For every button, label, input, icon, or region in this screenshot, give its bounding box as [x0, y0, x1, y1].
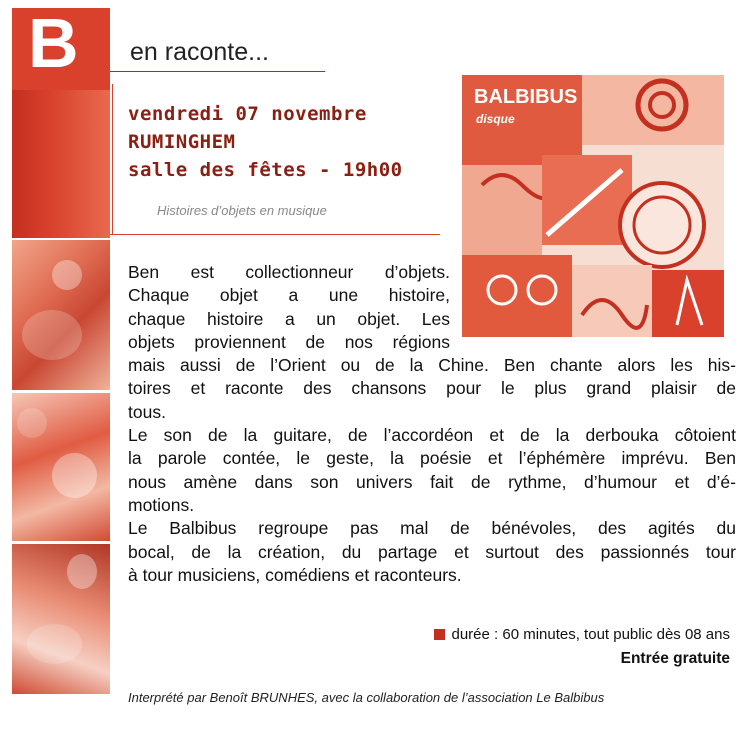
body-line: chaque histoire a un objet. Les: [128, 308, 450, 329]
duration-text: durée : 60 minutes, tout public dès 08 ans: [451, 626, 730, 643]
body-line: Le Balbibus regroupe pas mal de bénévoles, des agités du: [128, 518, 736, 539]
entry-price: Entrée gratuite: [620, 650, 730, 667]
album-label: disque: [476, 112, 515, 126]
body-line: motions.: [128, 494, 195, 515]
album-brand: BALBIBUS: [474, 86, 578, 108]
left-decor-column: [12, 4, 110, 708]
logo-box: [12, 4, 110, 90]
body-line: Le son de la guitare, de l’accordéon et de la derbouka côtoient: [128, 425, 736, 446]
body-text: [128, 261, 736, 587]
event-details: [434, 626, 730, 643]
body-line: mais aussi de l’Orient ou de la Chine. Ben chante alors les his-: [128, 355, 736, 376]
header-divider-horizontal: [110, 234, 440, 235]
body-line: bocal, de la création, du partage et surtout des passionnés tour: [128, 541, 736, 562]
event-date: vendredi 07 novembre: [128, 103, 367, 125]
event-tagline: Histoires d’objets en musique: [157, 203, 327, 218]
body-line: objets proviennent de nos régions: [128, 331, 450, 352]
page-title: en raconte...: [130, 38, 269, 66]
body-line: Ben est collectionneur d’objets.: [128, 262, 450, 282]
logo-letter: B: [28, 4, 79, 82]
credits: Interprété par Benoît BRUNHES, avec la collaboration de l’association Le Balbibus: [128, 690, 605, 705]
body-line: la parole contée, le geste, la poésie et l’éphémère imprévu. Ben: [128, 448, 736, 469]
title-underline: [110, 71, 325, 72]
body-line: à tour musiciens, comédiens et raconteurs.: [128, 564, 462, 585]
square-bullet-icon: [434, 629, 445, 640]
accordion-player-photo: [12, 240, 110, 390]
header-divider-vertical: [112, 84, 113, 234]
body-line: nous amène dans son univers fait de rythme, d’humour et d’é-: [128, 471, 736, 492]
event-venue-time: salle des fêtes - 19h00: [128, 159, 403, 181]
red-block: [12, 90, 110, 238]
event-info: [128, 100, 403, 184]
body-line: toires et raconte des chansons pour le plus grand plaisir de: [128, 378, 736, 399]
event-town: RUMINGHEM: [128, 131, 236, 153]
album-art-detail-photo: [12, 393, 110, 541]
body-line: Chaque objet a une histoire,: [128, 285, 450, 306]
body-line: tous.: [128, 401, 166, 422]
performer-photo: [12, 544, 110, 694]
